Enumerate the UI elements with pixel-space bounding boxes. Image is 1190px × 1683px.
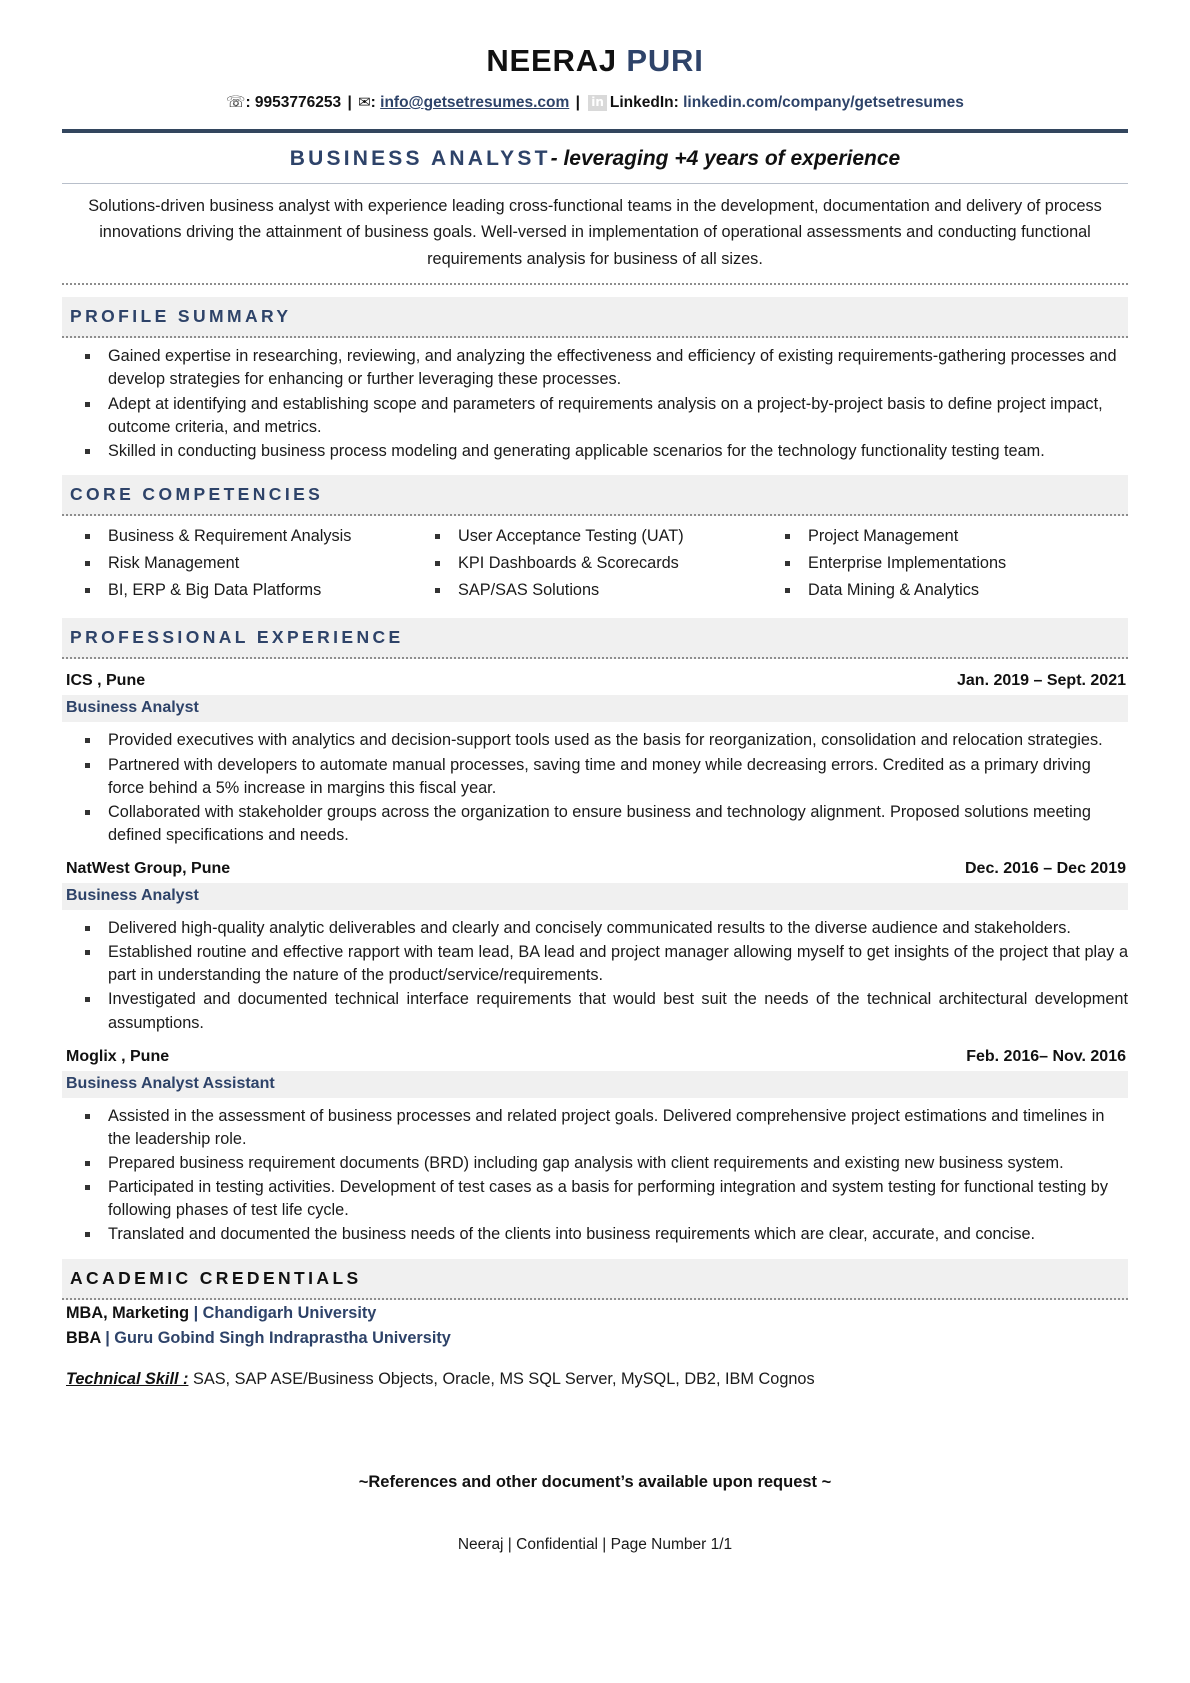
contact-separator-2: | — [575, 94, 580, 112]
references-note: ~References and other document’s available upon request ~ — [358, 1473, 832, 1492]
degree-name: BBA — [66, 1329, 106, 1348]
employment-dates: Jan. 2019 – Sept. 2021 — [957, 672, 1126, 690]
technical-skills-label: Technical Skill : — [66, 1369, 189, 1388]
envelope-icon: ✉ — [358, 93, 371, 112]
experience-header — [62, 860, 1128, 878]
section-header-core-competencies: CORE COMPETENCIES — [62, 475, 1128, 516]
list-item: Provided executives with analytics and decision-support tools used as the basis for reorganization, consolidation and relocation strategies. — [78, 729, 1128, 752]
headline-role: BUSINESS ANALYST — [289, 146, 551, 170]
school-name: Guru Gobind Singh Indraprastha University — [114, 1329, 451, 1348]
company-name: Moglix , Pune — [66, 1047, 170, 1065]
header-divider — [62, 129, 1128, 133]
list-item: Collaborated with stakeholder groups across the organization to ensure business and technology alignment. Proposed solutions meeting defined specifications and needs. — [78, 801, 1128, 847]
list-item: Partnered with developers to automate manual processes, saving time and money while decreasing errors. Credited as a primary driving force behind a 5% increase in margins this fiscal year. — [78, 754, 1128, 800]
experience-entry — [62, 672, 1128, 847]
phone-icon: ☏ — [226, 93, 246, 112]
list-item: Assisted in the assessment of business processes and related project goals. Delivered comprehensive project estimations and timelines in the leadership role. — [78, 1105, 1128, 1151]
list-item: Prepared business requirement documents (BRD) including gap analysis with client requirements and existing new business system. — [78, 1152, 1128, 1175]
company-name: NatWest Group, Pune — [66, 860, 231, 878]
core-competencies-grid — [62, 525, 1128, 606]
contact-line — [62, 92, 1128, 114]
employment-dates: Dec. 2016 – Dec 2019 — [964, 860, 1126, 878]
list-item: Data Mining & Analytics — [778, 579, 1128, 602]
email-link[interactable]: info@getsetresumes.com — [380, 94, 570, 112]
technical-skills — [62, 1367, 1128, 1391]
list-item: BI, ERP & Big Data Platforms — [78, 579, 428, 602]
list-item: Participated in testing activities. Development of test cases as a basis for performing integration and system testing for functional testing by following phases of test life cycle. — [78, 1176, 1128, 1222]
experience-bullets — [62, 917, 1128, 1035]
section-header-professional-experience: PROFESSIONAL EXPERIENCE — [62, 618, 1128, 659]
list-item: Established routine and effective rapport with team lead, BA lead and project manager allowing myself to get insights of the project that play a part in understanding the nature of the product/service/requirements. — [78, 941, 1128, 987]
page-footer: Neeraj | Confidential | Page Number 1/1 — [457, 1536, 733, 1554]
education-entry — [62, 1327, 1128, 1351]
linkedin-label: LinkedIn: — [609, 94, 679, 112]
list-item: Delivered high-quality analytic deliverables and clearly and concisely communicated results to the diverse audience and stakeholders. — [78, 917, 1128, 940]
education-entry — [62, 1302, 1128, 1326]
list-item: Investigated and documented technical interface requirements that would best suit the needs of the technical architectural development assumptions. — [78, 988, 1128, 1034]
list-item: Risk Management — [78, 552, 428, 575]
experience-entry — [62, 1048, 1128, 1247]
section-header-profile-summary: PROFILE SUMMARY — [62, 297, 1128, 338]
education-separator: | — [105, 1329, 110, 1348]
profile-summary-list — [62, 345, 1128, 463]
job-title: Business Analyst — [62, 883, 1128, 910]
last-name: PURI — [626, 43, 704, 78]
linkedin-icon: in — [588, 95, 607, 111]
experience-entry — [62, 860, 1128, 1035]
contact-separator-1: | — [347, 94, 352, 112]
list-item: Skilled in conducting business process modeling and generating applicable scenarios for the technology functionality testing team. — [78, 440, 1128, 463]
list-item: SAP/SAS Solutions — [428, 579, 778, 602]
headline-tagline: - leveraging +4 years of experience — [550, 146, 901, 170]
list-item: User Acceptance Testing (UAT) — [428, 525, 778, 548]
headline — [62, 146, 1128, 184]
experience-bullets — [62, 729, 1128, 847]
list-item: Gained expertise in researching, reviewing, and analyzing the effectiveness and efficiency of existing requirements-gathering processes and develop strategies for enhancing or further leveraging these processes. — [78, 345, 1128, 391]
job-title: Business Analyst Assistant — [62, 1071, 1128, 1098]
company-name: ICS , Pune — [66, 672, 146, 690]
technical-skills-value: SAS, SAP ASE/Business Objects, Oracle, MS SQL Server, MySQL, DB2, IBM Cognos — [188, 1369, 815, 1388]
experience-bullets — [62, 1105, 1128, 1247]
list-item: Translated and documented the business needs of the clients into business requirements which are clear, accurate, and concise. — [78, 1223, 1128, 1246]
employment-dates: Feb. 2016– Nov. 2016 — [966, 1047, 1126, 1065]
list-item: Enterprise Implementations — [778, 552, 1128, 575]
phone-number: : 9953776253 — [245, 94, 342, 112]
summary-paragraph: Solutions-driven business analyst with experience leading cross-functional teams in the development, documentation and delivery of process innovations driving the attainment of business goals. Well-versed in implementation of operational assessments and conducting functional requirements analysis for business of all sizes. — [62, 184, 1128, 285]
section-header-academic-credentials: ACADEMIC CREDENTIALS — [62, 1259, 1128, 1300]
list-item: KPI Dashboards & Scorecards — [428, 552, 778, 575]
linkedin-url[interactable]: linkedin.com/company/getsetresumes — [683, 94, 964, 112]
first-name: NEERAJ — [486, 43, 617, 78]
email-prefix: : — [370, 94, 376, 112]
candidate-name — [62, 42, 1128, 79]
list-item: Business & Requirement Analysis — [78, 525, 428, 548]
job-title: Business Analyst — [62, 695, 1128, 722]
experience-header — [62, 672, 1128, 690]
school-name: Chandigarh University — [202, 1303, 377, 1322]
degree-name: MBA, Marketing — [66, 1303, 190, 1322]
list-item: Project Management — [778, 525, 1128, 548]
experience-header — [62, 1048, 1128, 1066]
list-item: Adept at identifying and establishing scope and parameters of requirements analysis on a project-by-project basis to define project impact, outcome criteria, and metrics. — [78, 393, 1128, 439]
education-separator: | — [193, 1303, 199, 1322]
